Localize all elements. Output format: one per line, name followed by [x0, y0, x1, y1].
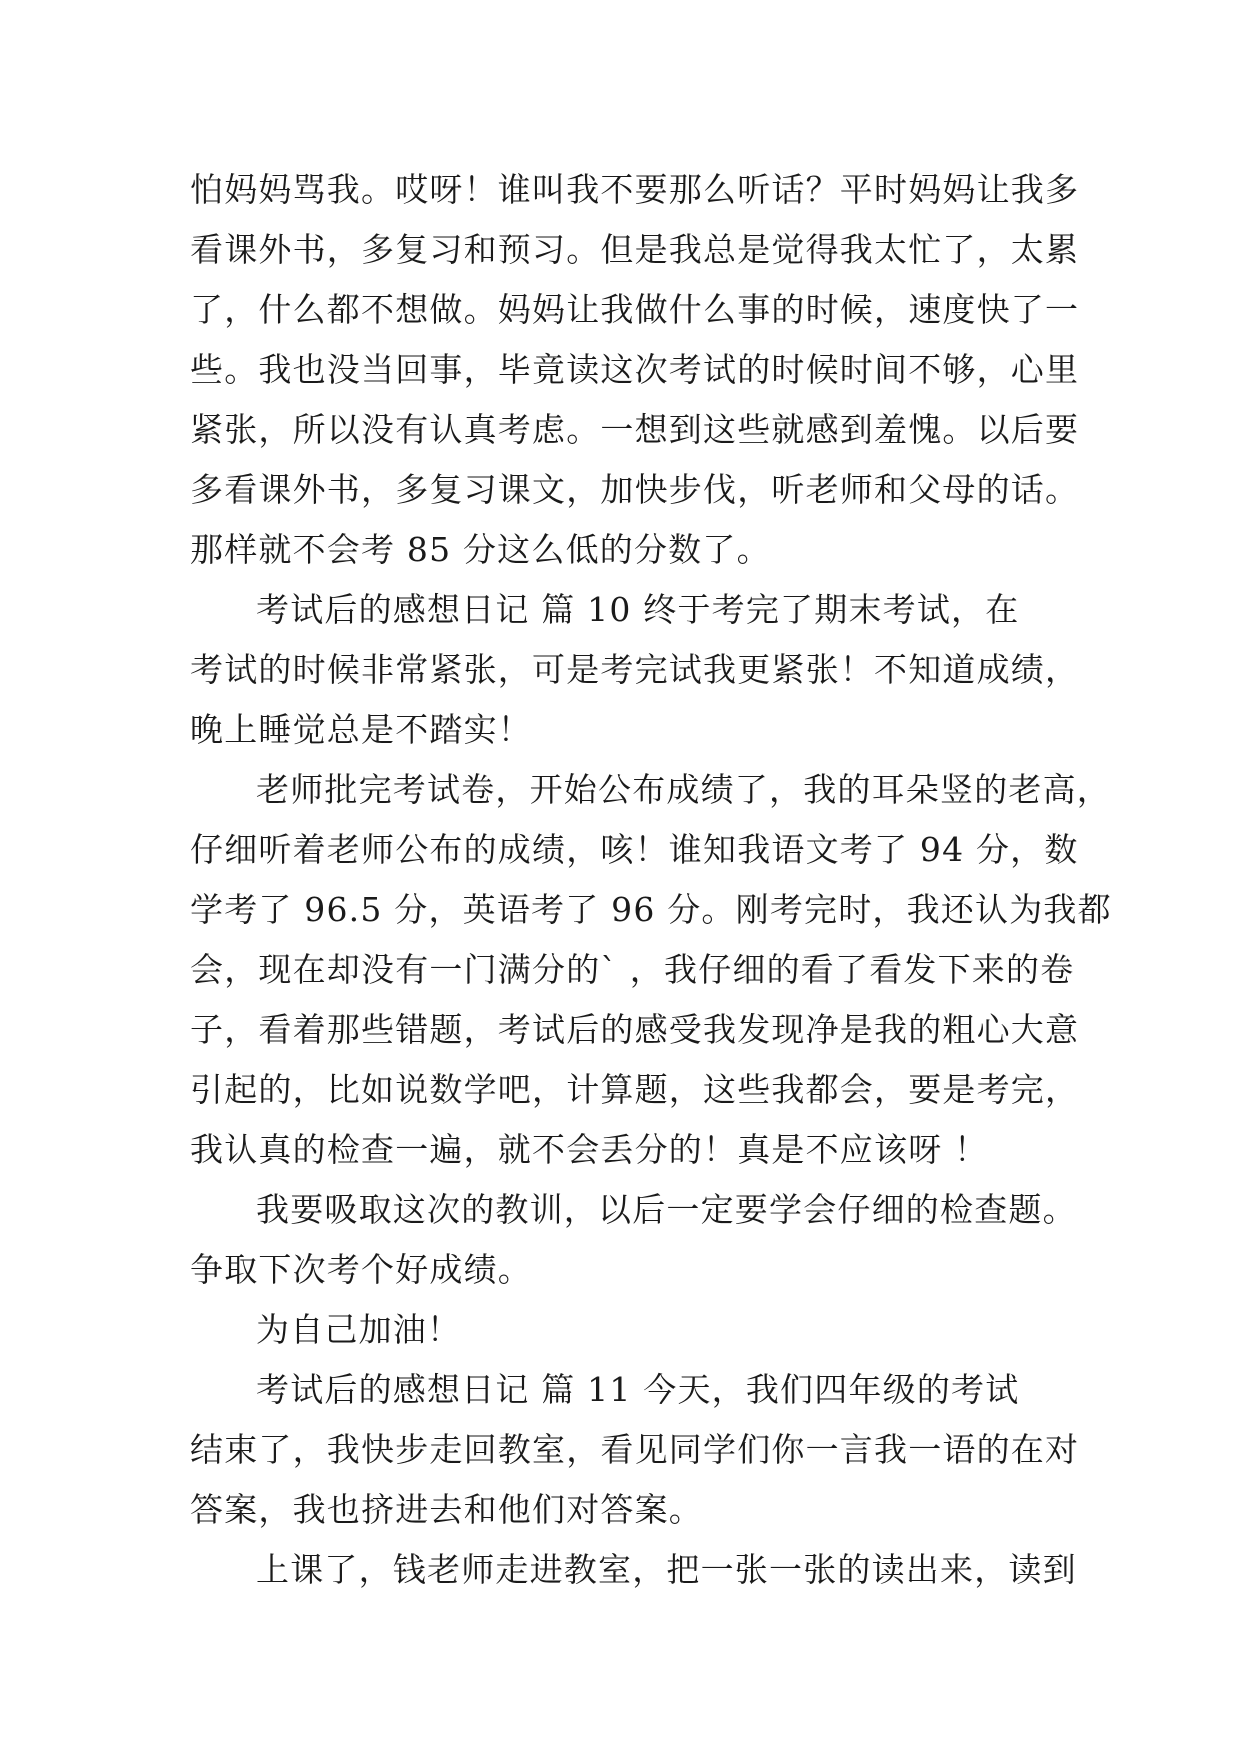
text-line: 答案，我也挤进去和他们对答案。 — [190, 1490, 703, 1529]
text-line: 学考了 96.5 分，英语考了 96 分。刚考完时，我还认为我都 — [190, 890, 1112, 929]
paragraph-start-line: 上课了，钱老师走进教室，把一张一张的读出来，读到 — [256, 1550, 1077, 1589]
text-line: 紧张，所以没有认真考虑。一想到这些就感到羞愧。以后要 — [190, 410, 1080, 449]
text-line: 会，现在却没有一门满分的` ，我仔细的看了看发下来的卷 — [190, 950, 1075, 989]
text-line: 晚上睡觉总是不踏实！ — [190, 710, 532, 749]
document-page — [190, 160, 1112, 1600]
paragraph-start-line: 我要吸取这次的教训，以后一定要学会仔细的检查题。 — [256, 1190, 1077, 1229]
text-line: 些。我也没当回事，毕竟读这次考试的时候时间不够，心里 — [190, 350, 1080, 389]
text-line: 多看课外书，多复习课文，加快步伐，听老师和父母的话。 — [190, 470, 1080, 509]
text-line: 子，看着那些错题，考试后的感受我发现净是我的粗心大意 — [190, 1010, 1080, 1049]
text-line: 那样就不会考 85 分这么低的分数了。 — [190, 530, 771, 569]
text-line: 看课外书，多复习和预习。但是我总是觉得我太忙了，太累 — [190, 230, 1080, 269]
section-heading-line: 考试后的感想日记 篇 11 今天，我们四年级的考试 — [256, 1370, 1020, 1409]
section-heading-line: 考试后的感想日记 篇 10 终于考完了期末考试，在 — [256, 590, 1020, 629]
paragraph-start-line: 老师批完考试卷，开始公布成绩了，我的耳朵竖的老高， — [256, 770, 1111, 809]
text-line: 结束了，我快步走回教室，看见同学们你一言我一语的在对 — [190, 1430, 1080, 1469]
text-line: 我认真的检查一遍，就不会丢分的！真是不应该呀 ！ — [190, 1130, 989, 1169]
text-line: 怕妈妈骂我。哎呀！谁叫我不要那么听话？平时妈妈让我多 — [190, 170, 1080, 209]
text-line: 争取下次考个好成绩。 — [190, 1250, 532, 1289]
paragraph-start-line: 为自己加油！ — [256, 1310, 462, 1349]
text-line: 考试的时候非常紧张，可是考完试我更紧张！不知道成绩， — [190, 650, 1080, 689]
text-line: 引起的，比如说数学吧，计算题，这些我都会，要是考完， — [190, 1070, 1080, 1109]
text-line: 了，什么都不想做。妈妈让我做什么事的时候，速度快了一 — [190, 290, 1080, 329]
text-line: 仔细听着老师公布的成绩，咳！谁知我语文考了 94 分，数 — [190, 830, 1079, 869]
